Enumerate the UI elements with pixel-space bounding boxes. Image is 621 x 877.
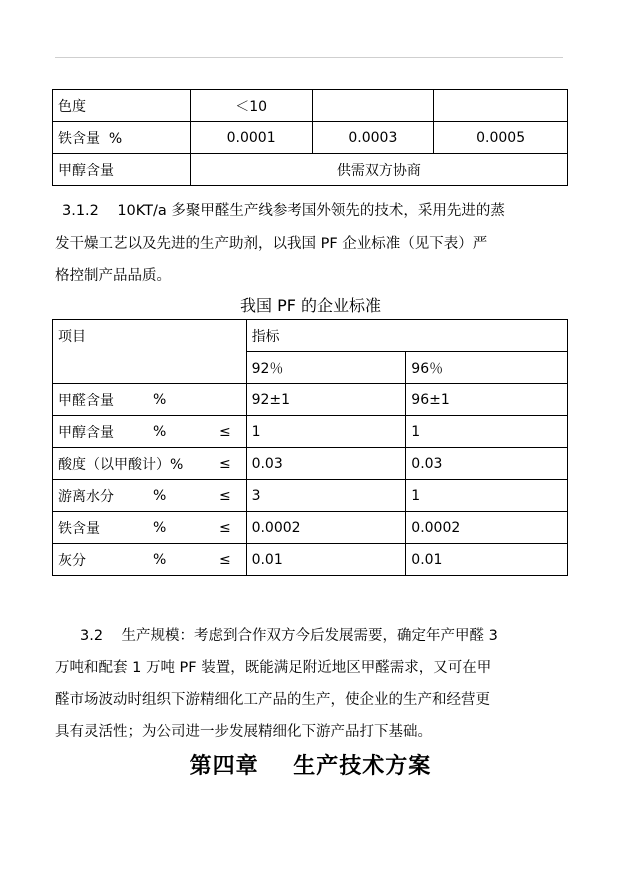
table-row <box>53 480 568 512</box>
cell-value: 0.03 <box>246 448 406 480</box>
le-symbol: ≤ <box>219 423 231 440</box>
paragraph-line: 醛市场波动时组织下游精细化工产品的生产，使企业的生产和经营更 <box>55 692 490 708</box>
header-rule <box>55 57 563 58</box>
cell-value: 0.01 <box>406 544 568 576</box>
le-symbol: ≤ <box>219 551 231 568</box>
unit-label: % <box>153 391 167 408</box>
cell-value <box>434 90 568 122</box>
unit-label: % <box>153 487 167 504</box>
cell-value: 0.0003 <box>312 122 434 154</box>
row-label <box>53 384 247 416</box>
table-row <box>53 512 568 544</box>
row-name: 甲醛含量 <box>58 392 114 409</box>
cell-value: 0.03 <box>406 448 568 480</box>
table-row <box>53 544 568 576</box>
row-label: 铁含量 % <box>53 122 191 154</box>
cell-value: 1 <box>406 480 568 512</box>
table-row <box>53 90 568 122</box>
paragraph-line: 3.1.2 10KT/a 多聚甲醛生产线参考国外领先的技术，采用先进的蒸 <box>62 203 505 219</box>
cell-value: ＜10 <box>190 90 312 122</box>
cell-value: 0.0005 <box>434 122 568 154</box>
paragraph-line: 3.2 生产规模：考虑到合作双方今后发展需要，确定年产甲醛 3 <box>80 628 498 644</box>
unit-label: % <box>153 551 167 568</box>
cell-value: 0.0002 <box>406 512 568 544</box>
row-label: 色度 <box>53 90 191 122</box>
header-item: 项目 <box>53 320 247 384</box>
paragraph-line: 具有灵活性；为公司进一步发展精细化下游产品打下基础。 <box>55 724 432 740</box>
row-label <box>53 416 247 448</box>
row-label <box>53 448 247 480</box>
chapter-title: 第四章 生产技术方案 <box>189 753 432 779</box>
paragraph-line: 万吨和配套 1 万吨 PF 装置，既能满足附近地区甲醛需求，又可在甲 <box>55 660 492 676</box>
cell-value: 0.0002 <box>246 512 406 544</box>
cell-value <box>312 90 434 122</box>
paragraph-line: 发干燥工艺以及先进的生产助剂，以我国 PF 企业标准（见下表）严 <box>55 236 488 252</box>
table-row <box>53 384 568 416</box>
row-name: 灰分 <box>58 552 86 569</box>
row-name: 甲醇含量 <box>58 424 114 441</box>
row-name: 铁含量 <box>58 520 100 537</box>
cell-value: 3 <box>246 480 406 512</box>
table-row <box>53 154 568 186</box>
header-col: 92％ <box>246 352 406 384</box>
pf-enterprise-standard-table <box>52 319 568 576</box>
merged-cell: 供需双方协商 <box>190 154 567 186</box>
cell-value: 1 <box>406 416 568 448</box>
header-indicator: 指标 <box>246 320 567 352</box>
unit-label: % <box>153 519 167 536</box>
cell-value: 0.0001 <box>190 122 312 154</box>
cell-value: 1 <box>246 416 406 448</box>
header-col: 96％ <box>406 352 568 384</box>
row-label <box>53 480 247 512</box>
row-name: 酸度（以甲酸计）% <box>58 456 184 473</box>
table-title: 我国 PF 的企业标准 <box>239 296 382 315</box>
row-label <box>53 544 247 576</box>
row-label: 甲醇含量 <box>53 154 191 186</box>
unit-label: % <box>153 423 167 440</box>
le-symbol: ≤ <box>219 487 231 504</box>
cell-value: 0.01 <box>246 544 406 576</box>
table-row <box>53 122 568 154</box>
row-name: 游离水分 <box>58 488 114 505</box>
le-symbol: ≤ <box>219 519 231 536</box>
cell-value: 92±1 <box>246 384 406 416</box>
table-row <box>53 448 568 480</box>
table-header-row <box>53 320 568 352</box>
le-symbol: ≤ <box>219 455 231 472</box>
color-iron-methanol-table <box>52 89 568 186</box>
table-row <box>53 416 568 448</box>
row-label <box>53 512 247 544</box>
cell-value: 96±1 <box>406 384 568 416</box>
paragraph-line: 格控制产品品质。 <box>55 268 171 284</box>
